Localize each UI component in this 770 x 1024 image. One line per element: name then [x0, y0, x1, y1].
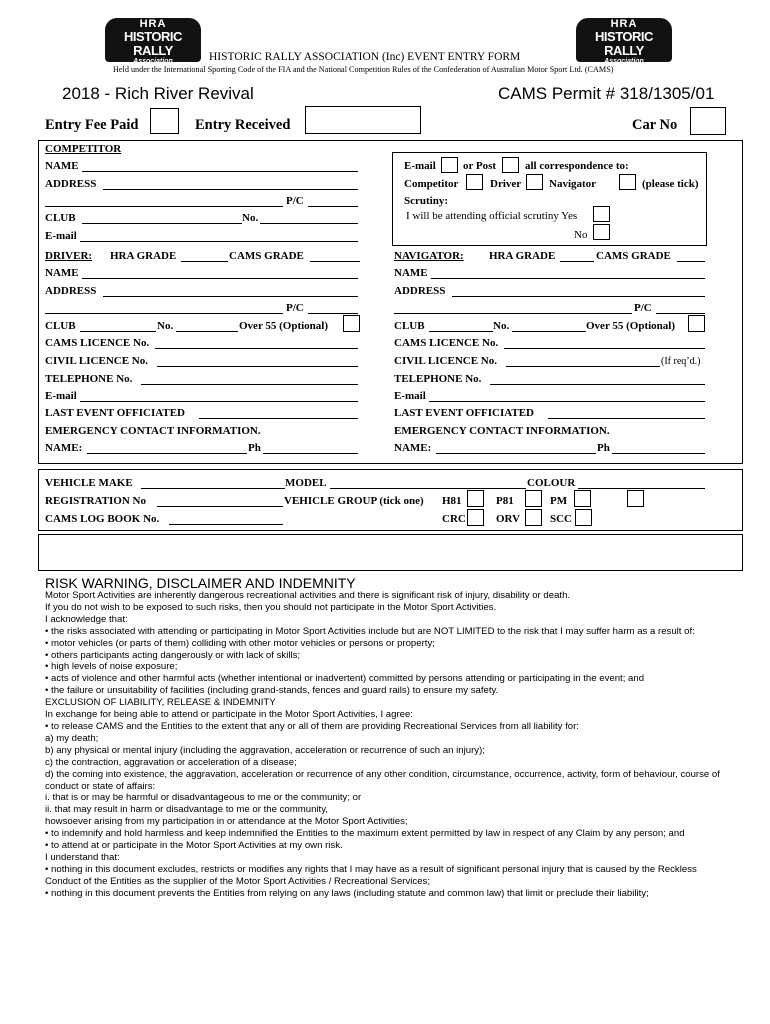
entry-received-box[interactable]: [305, 106, 421, 134]
scrutiny-no-label: No: [574, 229, 588, 241]
driver-no-label: No.: [157, 320, 174, 332]
competitor-club-label: CLUB: [45, 212, 76, 224]
driver-hra-grade-label: HRA GRADE: [110, 250, 177, 262]
form-title: HISTORIC RALLY ASSOCIATION (Inc) EVENT ENTRY FORM: [209, 51, 521, 63]
risk-paragraph: In exchange for being able to attend or participate in the Motor Sport Activities, I agree:: [45, 709, 413, 721]
vehicle-colour-label: COLOUR: [527, 477, 576, 489]
driver-club-field[interactable]: [80, 331, 156, 332]
driver-email-field[interactable]: [80, 401, 358, 402]
registration-label: REGISTRATION No: [45, 495, 146, 507]
driver-address-label: ADDRESS: [45, 285, 97, 297]
competitor-heading: COMPETITOR: [45, 143, 122, 155]
risk-paragraph: • acts of violence and other harmful acts (whether intentional or inadvertent) committed by persons attending or participating in the event; and: [45, 673, 645, 685]
group-pm-label: PM: [550, 495, 568, 507]
corr-competitor-checkbox[interactable]: [466, 174, 483, 190]
navigator-ph-label: Ph: [597, 442, 610, 454]
competitor-email-label: E-mail: [45, 230, 77, 242]
driver-cams-licence-field[interactable]: [155, 348, 358, 349]
driver-ph-label: Ph: [248, 442, 261, 454]
risk-paragraph: c) the contraction, aggravation or acceleration of a disease;: [45, 756, 297, 768]
risk-paragraph: howsoever arising from my participation in or attendance at the Motor Sport Activities;: [45, 816, 408, 828]
hra-logo-left: HRA HISTORIC RALLY Association: [105, 18, 201, 62]
driver-over55-label: Over 55 (Optional): [239, 320, 329, 332]
form-subtitle: Held under the International Sporting Code of the FIA and the National Competition Rules of the Confederation of Australian Motor Sport Ltd. (CAMS): [113, 65, 614, 74]
risk-paragraph: • high levels of noise exposure;: [45, 661, 178, 673]
risk-paragraph: • the failure or unsuitability of facilities (including grand-stands, fences and guard rails) to ensure my safety.: [45, 685, 499, 697]
group-h81-label: H81: [442, 495, 462, 507]
group-p81-label: P81: [496, 495, 514, 507]
risk-paragraph: a) my death;: [45, 732, 99, 744]
driver-cams-licence-label: CAMS LICENCE No.: [45, 337, 150, 349]
group-scc-checkbox[interactable]: [575, 509, 592, 526]
risk-paragraph: b) any physical or mental injury (including the aggravation, acceleration or recurrence of such an injury);: [45, 744, 485, 756]
group-orv-checkbox[interactable]: [525, 509, 542, 526]
corr-all-to-label: all correspondence to:: [525, 160, 629, 172]
navigator-cams-grade-field[interactable]: [677, 261, 705, 262]
driver-civil-licence-field[interactable]: [157, 366, 358, 367]
registration-field[interactable]: [157, 506, 283, 507]
corr-or-post-label: or Post: [463, 160, 497, 172]
scrutiny-attending-label: I will be attending official scrutiny Yes: [406, 210, 578, 222]
driver-civil-licence-label: CIVIL LICENCE No.: [45, 355, 148, 367]
driver-over55-checkbox[interactable]: [343, 315, 360, 332]
driver-ph-field[interactable]: [263, 453, 358, 454]
vehicle-model-label: MODEL: [285, 477, 327, 489]
navigator-no-field[interactable]: [512, 331, 586, 332]
scrutiny-no-checkbox[interactable]: [593, 224, 610, 240]
car-no-label: Car No: [632, 117, 678, 133]
navigator-email-label: E-mail: [394, 390, 426, 402]
risk-paragraph: • to release CAMS and the Entities to the extent that any or all of them are providing Recreational Services from all liability for:: [45, 720, 579, 732]
driver-emergency-label: EMERGENCY CONTACT INFORMATION.: [45, 425, 261, 437]
navigator-civil-licence-label: CIVIL LICENCE No.: [394, 355, 497, 367]
navigator-telephone-label: TELEPHONE No.: [394, 373, 482, 385]
navigator-cams-grade-label: CAMS GRADE: [596, 250, 671, 262]
risk-paragraph: i. that is or may be harmful or disadvantageous to me or the community; or: [45, 792, 362, 804]
driver-pc-label: P/C: [286, 302, 304, 314]
navigator-email-field[interactable]: [429, 401, 705, 402]
risk-paragraph: ii. that may result in harm or disadvantage to me or the community,: [45, 804, 328, 816]
competitor-no-label: No.: [242, 212, 259, 224]
risk-heading: RISK WARNING, DISCLAIMER AND INDEMNITY: [45, 575, 356, 591]
group-crc-checkbox[interactable]: [467, 509, 484, 526]
driver-email-label: E-mail: [45, 390, 77, 402]
notes-box[interactable]: [38, 534, 743, 571]
driver-pc-field[interactable]: [308, 313, 358, 314]
driver-emergency-name-label: NAME:: [45, 442, 83, 454]
navigator-over55-checkbox[interactable]: [688, 315, 705, 332]
navigator-address-label: ADDRESS: [394, 285, 446, 297]
corr-driver-label: Driver: [490, 178, 522, 190]
driver-telephone-label: TELEPHONE No.: [45, 373, 133, 385]
vehicle-make-label: VEHICLE MAKE: [45, 477, 133, 489]
corr-driver-checkbox[interactable]: [526, 174, 543, 190]
risk-paragraph: • nothing in this document excludes, restricts or modifies any rights that I may have as a result of significant personal injury that is caused by the Reckless Conduct of the Entities as the supplier of the Motor Sport Activities / Recreational Services;: [45, 863, 697, 887]
competitor-name-field[interactable]: [82, 171, 358, 172]
driver-hra-grade-field[interactable]: [181, 261, 228, 262]
group-p81-checkbox[interactable]: [525, 490, 542, 507]
driver-last-event-label: LAST EVENT OFFICIATED: [45, 407, 185, 419]
navigator-over55-label: Over 55 (Optional): [586, 320, 676, 332]
competitor-pc-label: P/C: [286, 195, 304, 207]
driver-address-field[interactable]: [103, 296, 358, 297]
competitor-pc-field[interactable]: [308, 206, 358, 207]
corr-navigator-label: Navigator: [549, 178, 597, 190]
navigator-name-field[interactable]: [431, 278, 705, 279]
navigator-club-field[interactable]: [429, 331, 493, 332]
navigator-telephone-field[interactable]: [490, 384, 705, 385]
scrutiny-yes-checkbox[interactable]: [593, 206, 610, 222]
cams-permit: CAMS Permit # 318/1305/01: [498, 84, 715, 103]
driver-name-label: NAME: [45, 267, 79, 279]
navigator-address-field[interactable]: [452, 296, 705, 297]
navigator-emergency-name-field[interactable]: [436, 453, 596, 454]
competitor-address-field-2[interactable]: [45, 206, 283, 207]
risk-paragraph: d) the coming into existence, the aggravation, acceleration or recurrence of any other condition, circumstance, occurrence, activity, form of behaviour, course of conduct or state of affairs:: [45, 768, 720, 792]
navigator-last-event-label: LAST EVENT OFFICIATED: [394, 407, 534, 419]
navigator-hra-grade-label: HRA GRADE: [489, 250, 556, 262]
driver-cams-grade-field[interactable]: [310, 261, 360, 262]
vehicle-model-field[interactable]: [330, 488, 526, 489]
log-book-field[interactable]: [169, 524, 283, 525]
navigator-ph-field[interactable]: [612, 453, 705, 454]
risk-paragraph: EXCLUSION OF LIABILITY, RELEASE & INDEMNITY: [45, 697, 276, 709]
scrutiny-label: Scrutiny:: [404, 195, 448, 207]
driver-last-event-field[interactable]: [199, 418, 358, 419]
risk-paragraph: • others participants acting dangerously or with lack of skills;: [45, 649, 301, 661]
navigator-name-label: NAME: [394, 267, 428, 279]
group-crc-label: CRC: [442, 513, 466, 525]
navigator-if-reqd-label: (If req’d.): [661, 356, 701, 367]
navigator-emergency-name-label: NAME:: [394, 442, 432, 454]
corr-please-tick-label: (please tick): [642, 178, 699, 190]
navigator-pc-field[interactable]: [656, 313, 705, 314]
driver-no-field[interactable]: [176, 331, 238, 332]
driver-name-field[interactable]: [82, 278, 358, 279]
competitor-address-label: ADDRESS: [45, 178, 97, 190]
group-pm-checkbox[interactable]: [574, 490, 591, 507]
group-orv-label: ORV: [496, 513, 521, 525]
risk-paragraph: I understand that:: [45, 851, 120, 863]
entry-received-label: Entry Received: [195, 117, 291, 133]
vehicle-colour-field[interactable]: [578, 488, 705, 489]
group-extra-checkbox[interactable]: [627, 490, 644, 507]
risk-paragraph: I acknowledge that:: [45, 613, 128, 625]
entry-fee-paid-box[interactable]: [150, 108, 179, 134]
driver-cams-grade-label: CAMS GRADE: [229, 250, 304, 262]
navigator-civil-licence-field[interactable]: [506, 366, 660, 367]
group-h81-checkbox[interactable]: [467, 490, 484, 507]
competitor-address-field[interactable]: [103, 189, 358, 190]
competitor-club-field[interactable]: [82, 223, 242, 224]
log-book-label: CAMS LOG BOOK No.: [45, 513, 160, 525]
competitor-name-label: NAME: [45, 160, 79, 172]
car-no-box[interactable]: [690, 107, 726, 135]
corr-post-checkbox[interactable]: [502, 157, 519, 173]
risk-paragraph: • to attend at or participate in the Motor Sport Activities at my own risk.: [45, 840, 343, 852]
driver-club-label: CLUB: [45, 320, 76, 332]
vehicle-make-field[interactable]: [141, 488, 285, 489]
event-title: 2018 - Rich River Revival: [62, 84, 254, 103]
risk-paragraph: If you do not wish to be exposed to such risks, then you should not participate in the Motor Sport Activities.: [45, 601, 497, 613]
group-scc-label: SCC: [550, 513, 573, 525]
navigator-heading: NAVIGATOR:: [394, 250, 464, 262]
corr-competitor-label: Competitor: [404, 178, 459, 190]
vehicle-group-label: VEHICLE GROUP (tick one): [284, 495, 424, 507]
corr-navigator-checkbox[interactable]: [619, 174, 636, 190]
navigator-last-event-field[interactable]: [548, 418, 705, 419]
hra-logo-right: HRA HISTORIC RALLY Association: [576, 18, 672, 62]
navigator-address-field-2[interactable]: [394, 313, 632, 314]
risk-paragraph: • the risks associated with attending or participating in Motor Sport Activities include but are NOT LIMITED to the risk that I may suffer harm as a result of:: [45, 625, 695, 637]
entry-fee-paid-label: Entry Fee Paid: [45, 117, 139, 133]
risk-paragraph: • motor vehicles (or parts of them) colliding with other motor vehicles or persons or property;: [45, 637, 435, 649]
driver-address-field-2[interactable]: [45, 313, 283, 314]
competitor-email-field[interactable]: [80, 241, 358, 242]
competitor-no-field[interactable]: [260, 223, 358, 224]
corr-email-checkbox[interactable]: [441, 157, 458, 173]
navigator-emergency-label: EMERGENCY CONTACT INFORMATION.: [394, 425, 610, 437]
navigator-no-label: No.: [493, 320, 510, 332]
risk-paragraph: Motor Sport Activities are inherently dangerous recreational activities and there is significant risk of injury, disability or death.: [45, 590, 571, 601]
driver-emergency-name-field[interactable]: [87, 453, 247, 454]
risk-paragraph: • to indemnify and hold harmless and keep indemnified the Entities to the maximum extent permitted by law in respect of any Claim by any person; and: [45, 828, 685, 840]
navigator-hra-grade-field[interactable]: [560, 261, 594, 262]
navigator-cams-licence-field[interactable]: [504, 348, 705, 349]
risk-text: [45, 590, 725, 900]
navigator-club-label: CLUB: [394, 320, 425, 332]
risk-paragraph: • nothing in this document prevents the Entities from relying on any laws (including statute and common law) that limit or preclude their liability;: [45, 887, 649, 899]
navigator-cams-licence-label: CAMS LICENCE No.: [394, 337, 499, 349]
driver-telephone-field[interactable]: [141, 384, 358, 385]
driver-heading: DRIVER:: [45, 250, 93, 262]
corr-email-label: E-mail: [404, 160, 436, 172]
navigator-pc-label: P/C: [634, 302, 652, 314]
